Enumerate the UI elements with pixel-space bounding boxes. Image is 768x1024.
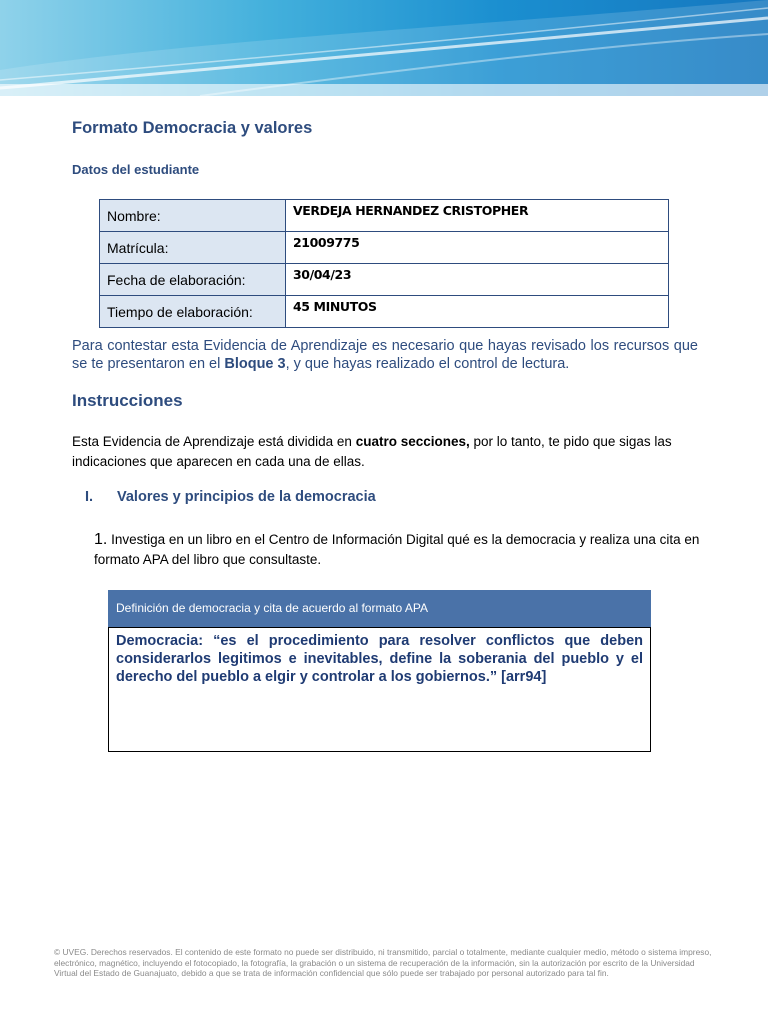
student-data-heading: Datos del estudiante: [72, 162, 200, 177]
student-info-table: [99, 199, 669, 328]
instructions-bold: cuatro secciones,: [355, 434, 470, 449]
answer-box: [108, 590, 651, 752]
question-text: Investiga en un libro en el Centro de Información Digital qué es la democracia y realiza una cita en formato APA del libro que consultaste.: [94, 532, 700, 567]
name-label: Nombre:: [100, 200, 286, 232]
enrollment-label: Matrícula:: [100, 232, 286, 264]
enrollment-value: 21009775: [286, 232, 669, 264]
table-row: [100, 264, 669, 296]
table-row: [100, 232, 669, 264]
date-label: Fecha de elaboración:: [100, 264, 286, 296]
copyright-footer: © UVEG. Derechos reservados. El contenido de este formato no puede ser distribuido, ni transmitido, parcial o totalmente, mediante cualquier medio, método o sistema impreso, electrónico, magnético, incluyendo el fotocopiado, la fotografía, la grabación o un sistema de recuperación de la información, sin la autorización por escrito de la Universidad Virtual del Estado de Guanajuato, debido a que se trata de información confidencial que sólo puede ser trabajado por personal autorizado para tal fin.: [54, 947, 712, 978]
intro-paragraph: [72, 337, 698, 373]
intro-text-end: , y que hayas realizado el control de lectura.: [285, 356, 570, 372]
question-1: [94, 530, 700, 569]
duration-label: Tiempo de elaboración:: [100, 296, 286, 328]
intro-text: Para contestar esta Evidencia de Aprendizaje es necesario que hayas revisado los recursos que se te presentaron en el: [72, 338, 698, 372]
section-heading: [85, 489, 376, 505]
duration-value: 45 MINUTOS: [286, 296, 669, 328]
instructions-text: Esta Evidencia de Aprendizaje está dividida en: [72, 434, 356, 449]
answer-header: Definición de democracia y cita de acuerdo al formato APA: [108, 590, 651, 627]
table-row: [100, 296, 669, 328]
date-value: 30/04/23: [286, 264, 669, 296]
table-row: [100, 200, 669, 232]
banner-graphic: [0, 0, 768, 96]
section-title: Valores y principios de la democracia: [117, 489, 376, 505]
instructions-heading: Instrucciones: [72, 391, 183, 410]
instructions-text-end: por lo tanto, te pido que sigas las indicaciones que aparecen en cada una de ellas.: [72, 434, 672, 469]
intro-bold: Bloque 3: [224, 356, 286, 372]
header-banner: [0, 0, 768, 96]
section-number: I.: [85, 489, 94, 505]
question-number: 1.: [94, 531, 108, 548]
name-value: VERDEJA HERNANDEZ CRISTOPHER: [286, 200, 669, 232]
page-title: Formato Democracia y valores: [72, 119, 313, 137]
answer-text[interactable]: Democracia: “es el procedimiento para resolver conflictos que deben considerarlos legitimos e inevitables, define la soberania del pueblo y el derecho del pueblo a elgir y controlar a los gobiernos.” [arr94]: [108, 627, 651, 752]
instructions-paragraph: [72, 432, 698, 471]
